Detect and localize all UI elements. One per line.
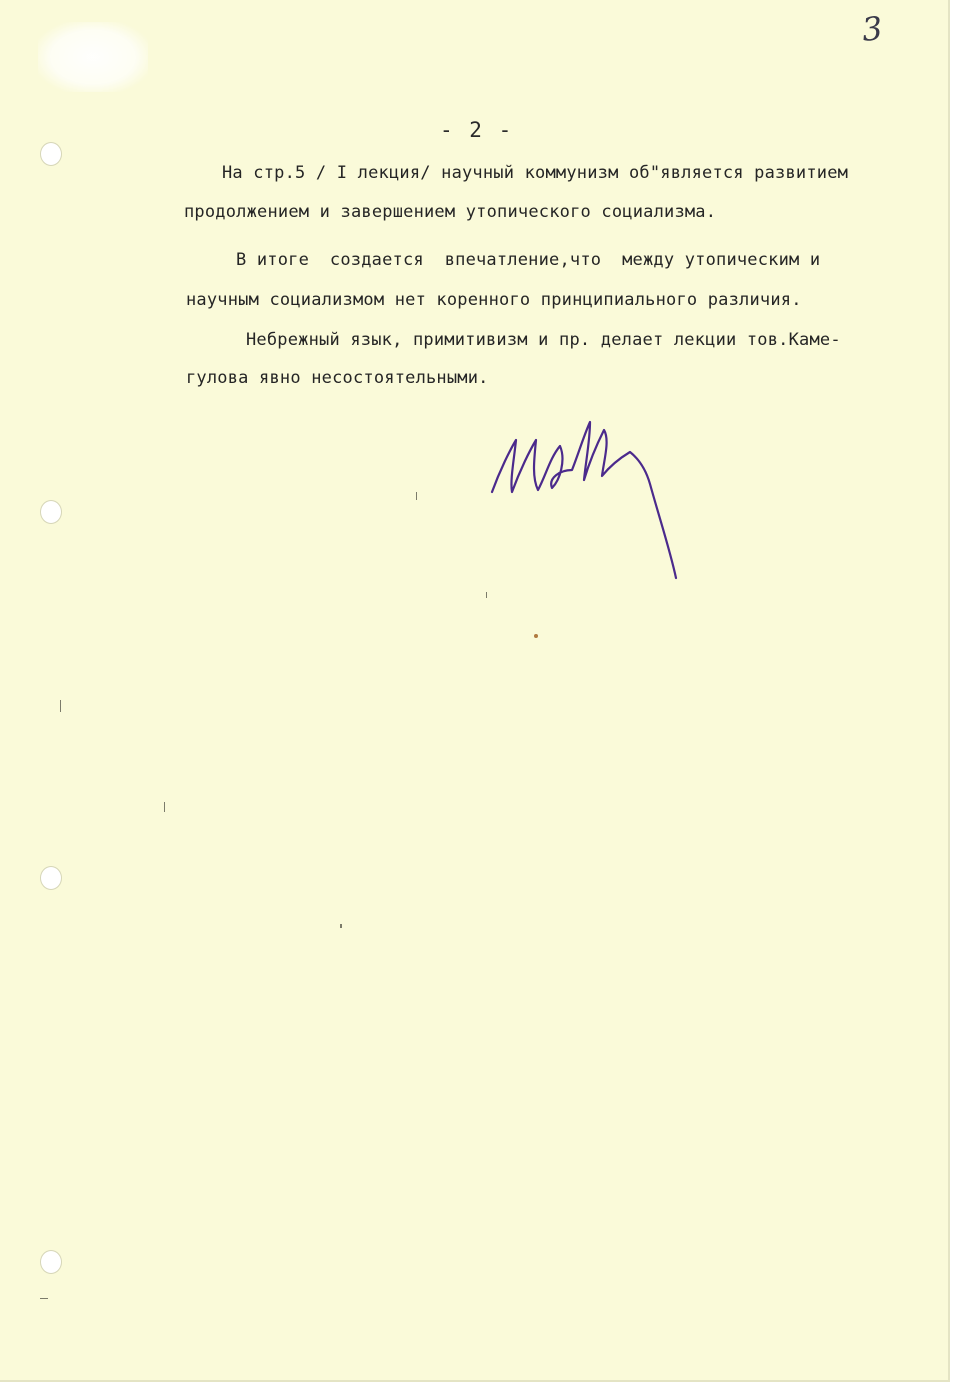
text-line-6: гулова явно несостоятельными. — [186, 368, 489, 388]
handwritten-signature — [480, 400, 690, 590]
ink-speck — [534, 634, 538, 638]
scan-mark — [486, 592, 487, 598]
scan-mark — [60, 700, 61, 712]
scan-mark — [416, 492, 417, 500]
text-line-1: На стр.5 / I лекция/ научный коммунизм об"является развитием — [222, 163, 849, 183]
scan-mark — [164, 802, 165, 812]
scan-mark — [340, 924, 342, 928]
punch-hole — [40, 500, 62, 524]
page-number: - 2 - — [440, 118, 514, 142]
scan-mark — [40, 1298, 48, 1299]
text-line-4: научным социализмом нет коренного принципиального различия. — [186, 290, 802, 310]
punch-hole — [40, 1250, 62, 1274]
text-line-2: продолжением и завершением утопического социализма. — [184, 202, 717, 222]
punch-hole — [40, 142, 62, 166]
punch-hole — [40, 866, 62, 890]
archive-sheet-number: 3 — [860, 9, 885, 49]
scan-artifact — [38, 22, 148, 92]
text-line-5: Небрежный язык, примитивизм и пр. делает лекции тов.Каме- — [246, 330, 841, 350]
text-line-3: В итоге создается впечатление,что между утопическим и — [236, 250, 821, 270]
